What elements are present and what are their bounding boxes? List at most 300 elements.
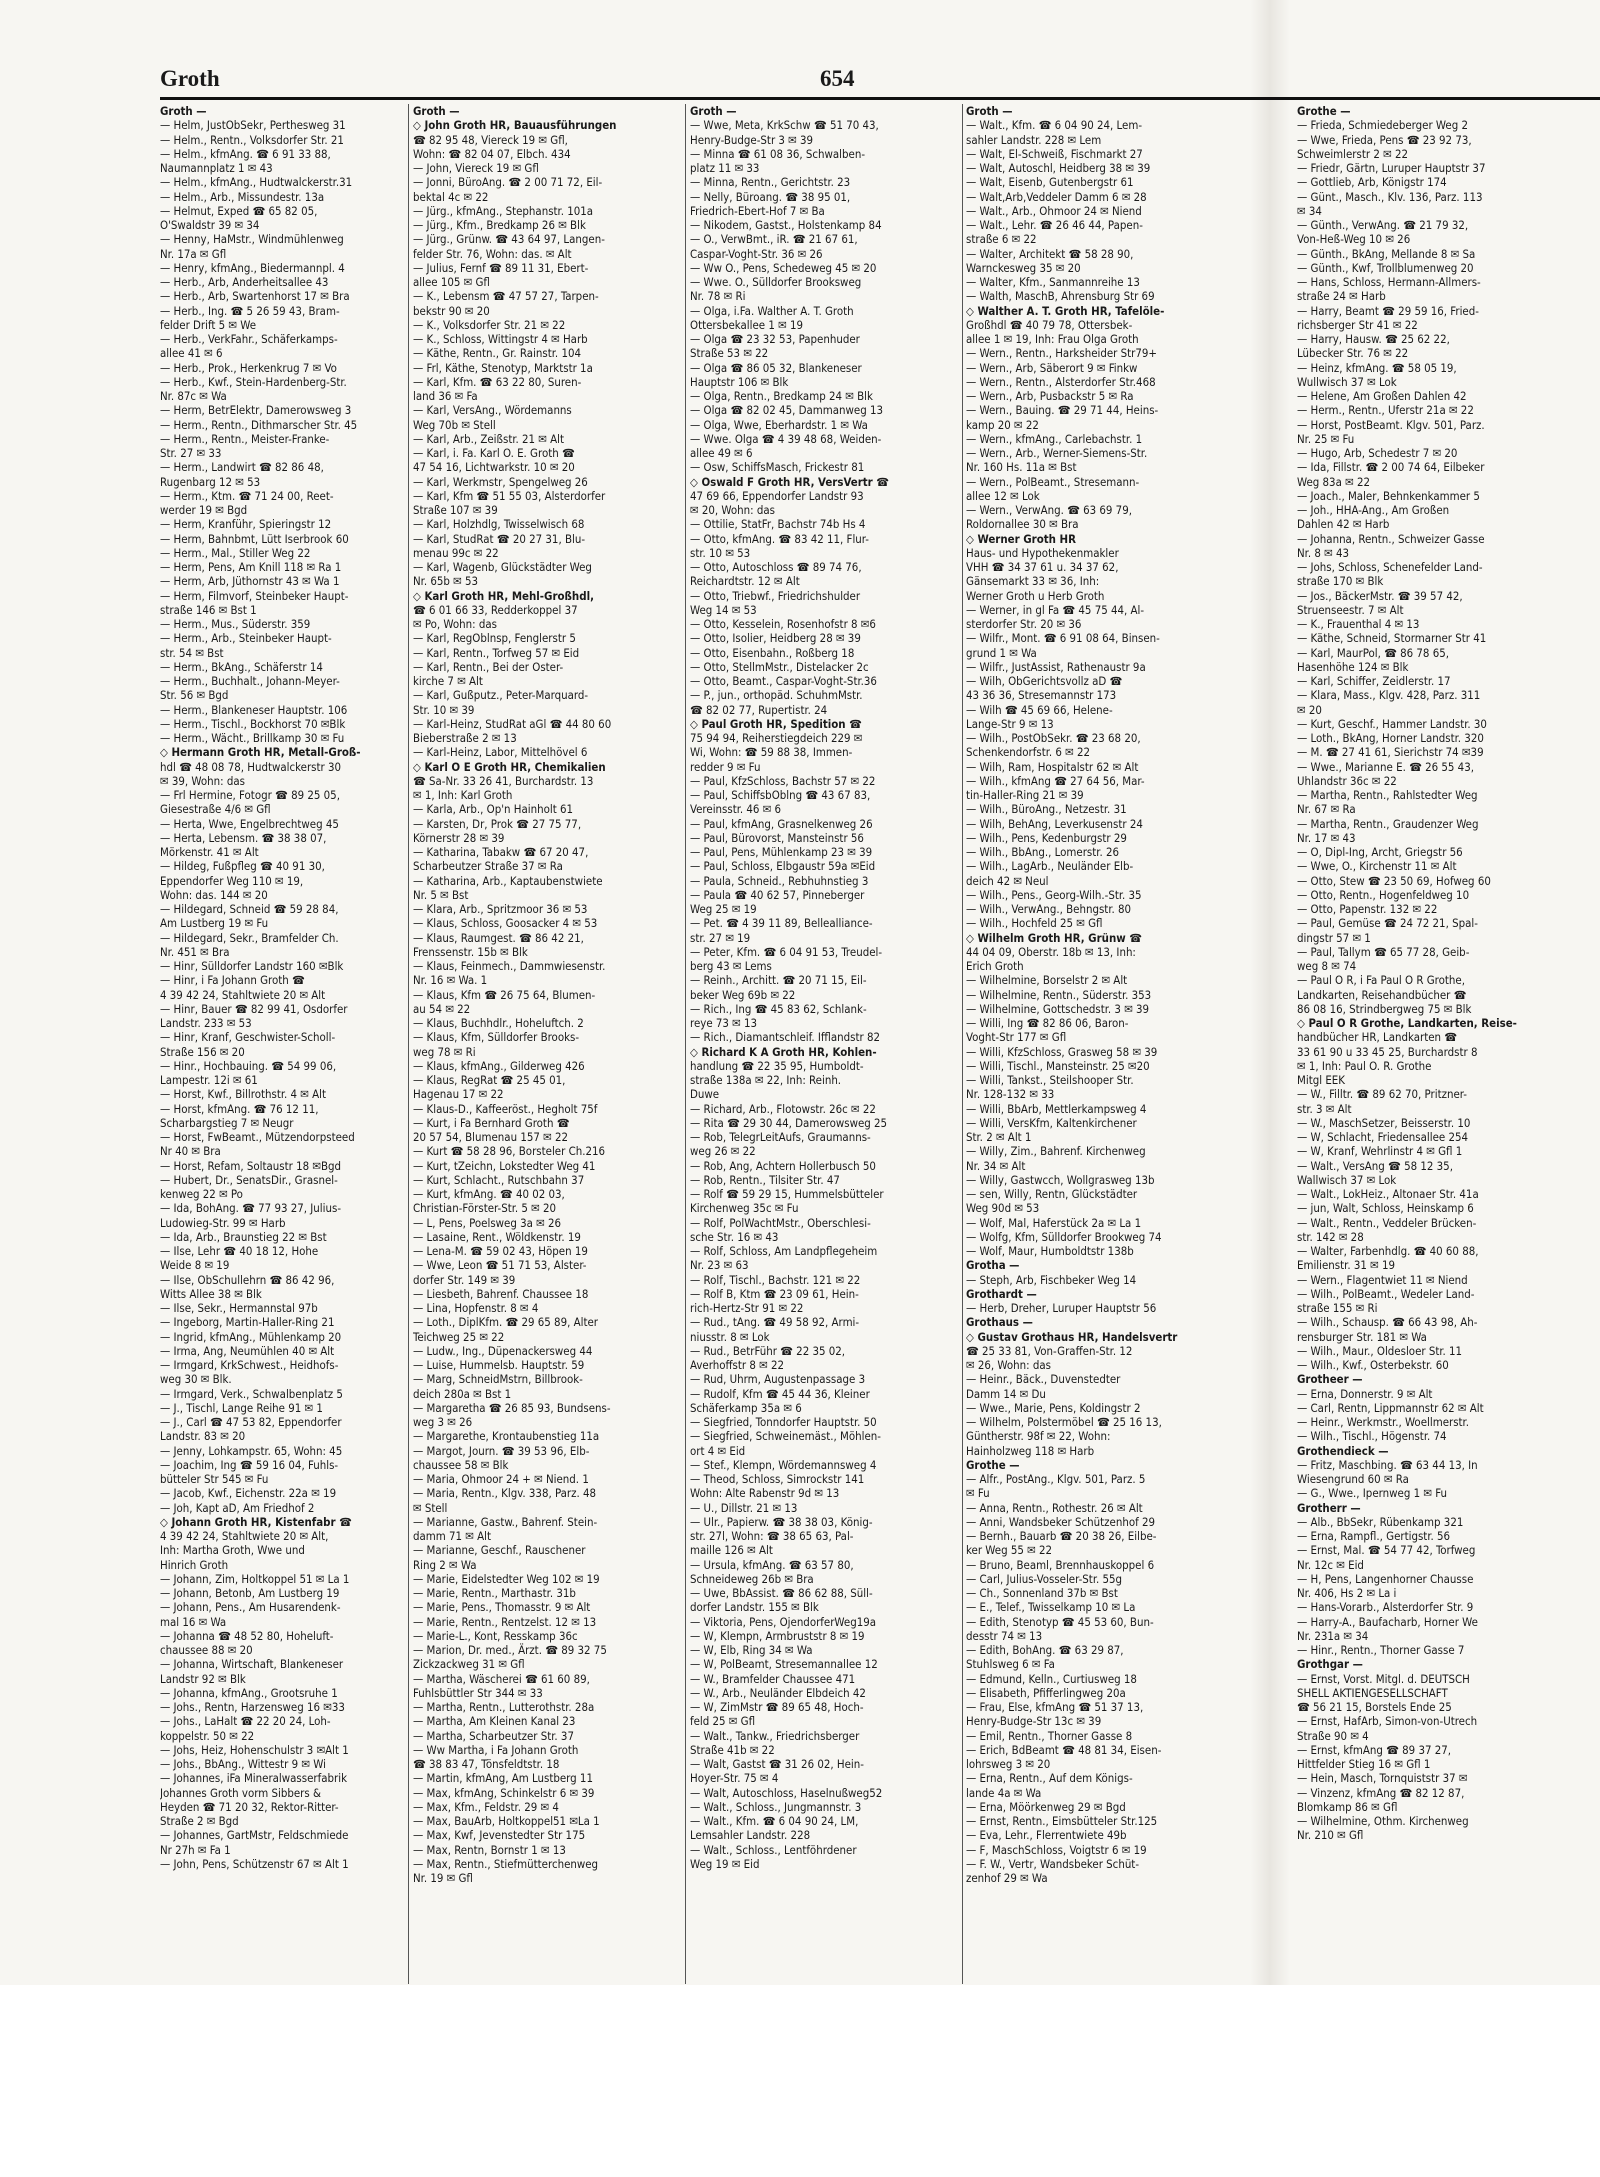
directory-entry-line: Nr. 12c ✉ Eid — [1297, 1557, 1364, 1572]
directory-entry-line: — Jürg., Grünw. ☎ 43 64 97, Langen- — [413, 232, 605, 247]
directory-entry-line: Giesestraße 4/6 ✉ Gfl — [160, 802, 271, 817]
directory-entry-line: — Wilfr., Mont. ☎ 6 91 08 64, Binsen- — [966, 631, 1160, 646]
directory-entry-line: — jun, Walt, Schloss, Heinskamp 6 — [1297, 1201, 1474, 1216]
directory-entry-line: Christian-Förster-Str. 5 ✉ 20 — [413, 1201, 557, 1216]
directory-entry-line: — Wwe, Meta, KrkSchw ☎ 51 70 43, — [690, 118, 879, 133]
directory-entry-line: Grotha — — [966, 1258, 1020, 1273]
directory-entry-line: weg 26 ✉ 22 — [690, 1144, 756, 1159]
directory-entry-line: Nr. 406, Hs 2 ✉ La i — [1297, 1586, 1397, 1600]
directory-entry-line: platz 11 ✉ 33 — [690, 161, 760, 175]
directory-entry-line: Hoyer-Str. 75 ✉ 4 — [690, 1771, 779, 1786]
directory-entry-line: — Max, Kfm., Feldstr. 29 ✉ 4 — [413, 1799, 559, 1814]
directory-entry-line: — Willi, Tankst., Steilshooper Str. — [966, 1073, 1134, 1087]
directory-entry-line: Groth — — [160, 104, 207, 118]
directory-entry-line: — Johannes, iFa Mineralwasserfabrik — [160, 1771, 348, 1786]
directory-entry-line: — Klaus, Kfm ☎ 26 75 64, Blumen- — [413, 987, 596, 1002]
directory-entry-line: Straße 156 ✉ 20 — [160, 1044, 245, 1059]
directory-entry-line: — Nelly, Büroang. ☎ 38 95 01, — [690, 189, 851, 204]
directory-entry-line: — Wwe, Leon ☎ 51 71 53, Alster- — [413, 1258, 587, 1273]
directory-entry-line: Wohn: ☎ 82 04 07, Elbch. 434 — [413, 146, 571, 161]
column-4 — [966, 104, 1234, 1984]
directory-entry-line: — Herm, Bahnbmt, Lütt Iserbrook 60 — [160, 531, 349, 546]
directory-entry-line: Nr. 231a ✉ 34 — [1297, 1628, 1369, 1643]
directory-entry-line: — Paul, Pens, Mühlenkamp 23 ✉ 39 — [690, 845, 873, 859]
directory-entry-line: chaussee 58 ✉ Blk — [413, 1457, 509, 1472]
directory-entry-line: — Ingeborg, Martin-Haller-Ring 21 — [160, 1315, 335, 1330]
directory-entry-line: — Jenny, Lohkampstr. 65, Wohn: 45 — [160, 1443, 343, 1458]
directory-entry-line: — Käthe, Rentn., Gr. Rainstr. 104 — [413, 346, 581, 361]
column-1 — [160, 104, 405, 1984]
directory-entry-line: — Hinr., Hochbauing. ☎ 54 99 06, — [160, 1058, 337, 1073]
directory-entry-line: — Karl, Kfm. ☎ 63 22 80, Suren- — [413, 374, 582, 389]
directory-entry-line: — Lena-M. ☎ 59 02 43, Höpen 19 — [413, 1244, 588, 1258]
directory-entry-line: Weg 14 ✉ 53 — [690, 602, 757, 617]
directory-entry-line: — Wern., kfmAng., Carlebachstr. 1 — [966, 431, 1143, 446]
directory-entry-line: allee 49 ✉ 6 — [690, 446, 753, 460]
directory-entry-line: Roldornallee 30 ✉ Bra — [966, 517, 1079, 532]
directory-entry-line: — Fritz, Maschbing. ☎ 63 44 13, In — [1297, 1457, 1478, 1472]
directory-entry-line: — Karl, RegOblnsp, Fenglerstr 5 — [413, 631, 576, 646]
directory-entry-line: 33 61 90 u 33 45 25, Burchardstr 8 — [1297, 1044, 1478, 1059]
directory-entry-line: Wallwisch 37 ✉ Lok — [1297, 1172, 1397, 1187]
directory-entry-line: — Anna, Rentn., Rothestr. 26 ✉ Alt — [966, 1500, 1143, 1515]
directory-entry-line: ☎ 56 21 15, Borstels Ende 25 — [1297, 1700, 1452, 1714]
directory-entry-line: Landstr. 83 ✉ 20 — [160, 1429, 246, 1444]
directory-entry-line: — Hans-Vorarb., Alsterdorfer Str. 9 — [1297, 1600, 1474, 1615]
directory-entry-line: Hagenau 17 ✉ 22 — [413, 1087, 504, 1102]
directory-entry-line: — Margarethe, Krontaubenstieg 11a — [413, 1429, 600, 1444]
directory-entry-line: — Helmut, Exped ☎ 65 82 05, — [160, 203, 318, 218]
directory-entry-line: — Margot, Journ. ☎ 39 53 96, Elb- — [413, 1443, 590, 1458]
directory-entry-line: — Minna, Rentn., Gerichtstr. 23 — [690, 175, 851, 190]
directory-entry-line: — Helene, Am Großen Dahlen 42 — [1297, 389, 1467, 403]
directory-entry-line: — Wilh., Tischl., Högenstr. 74 — [1297, 1429, 1447, 1444]
directory-entry-line: — Friedr, Gärtn, Luruper Hauptstr 37 — [1297, 161, 1486, 175]
directory-entry-line: — Marie, Rentn., Rentzelst. 12 ✉ 13 — [413, 1614, 597, 1629]
directory-entry-line: Wullwisch 37 ✉ Lok — [1297, 374, 1397, 389]
directory-entry-line: — Viktoria, Pens, OjendorferWeg19a — [690, 1614, 877, 1629]
directory-entry-line: — Günth., BkAng, Mellande 8 ✉ Sa — [1297, 246, 1476, 261]
directory-entry-line: Zickzackweg 31 ✉ Gfl — [413, 1657, 525, 1672]
directory-entry-line: — Wern., Arb, Säberort 9 ✉ Finkw — [966, 360, 1138, 375]
directory-entry-line: — Erna, Rentn., Auf dem Königs- — [966, 1771, 1133, 1786]
directory-entry-line: Hainholzweg 118 ✉ Harb — [966, 1443, 1095, 1458]
directory-entry-line: Nr. 17 ✉ 43 — [1297, 830, 1356, 845]
directory-entry-line: — Marie, Rentn., Marthastr. 31b — [413, 1586, 576, 1600]
directory-entry-line: — Walter, Kfm., Sanmannreihe 13 — [966, 275, 1140, 289]
header-rule — [160, 97, 1600, 100]
directory-entry-line: — Joh., HHA-Ang., Am Großen — [1297, 503, 1450, 517]
directory-entry-line: — Walt., Lehr. ☎ 26 46 44, Papen- — [966, 218, 1143, 232]
directory-entry-line: — Hein, Masch, Tornquiststr 37 ✉ — [1297, 1771, 1468, 1786]
directory-entry-line: — Wilhelmine, Othm. Kirchenweg — [1297, 1814, 1469, 1828]
directory-entry-line: — Otto, Kesselein, Rosenhofstr 8 ✉6 — [690, 617, 876, 631]
directory-entry-line: — Kurt ☎ 58 28 96, Borsteler Ch.216 — [413, 1144, 606, 1159]
directory-entry-line: — Erna, Möörkenweg 29 ✉ Bgd — [966, 1799, 1126, 1814]
directory-entry-line: — Heinz, kfmAng. ☎ 58 05 19, — [1297, 360, 1457, 375]
directory-entry-line: ort 4 ✉ Eid — [690, 1443, 746, 1458]
directory-entry-line: — F. W., Vertr, Wandsbeker Schüt- — [966, 1856, 1140, 1871]
directory-entry-line: Wohn: das. 144 ✉ 20 — [160, 887, 268, 902]
directory-entry-line: Grothe — — [966, 1457, 1020, 1472]
directory-entry-line: — Ottilie, StatFr, Bachstr 74b Hs 4 — [690, 517, 866, 532]
directory-entry-line: ◇ John Groth HR, Bauausführungen — [413, 118, 617, 133]
directory-entry-line: — Frieda, Schmiedeberger Weg 2 — [1297, 118, 1468, 133]
directory-entry-line: — Siegfried, Tonndorfer Hauptstr. 50 — [690, 1415, 877, 1429]
directory-entry-line: — Otto, kfmAng. ☎ 83 42 11, Flur- — [690, 531, 869, 546]
directory-entry-line: — Karl, Werkmstr, Spengelweg 26 — [413, 474, 588, 489]
directory-entry-line: Dahlen 42 ✉ Harb — [1297, 517, 1390, 532]
directory-entry-line: — Wolfg, Kfm, Sülldorfer Brookweg 74 — [966, 1229, 1162, 1244]
directory-entry-line: ◇ Paul O R Grothe, Landkarten, Reise- — [1297, 1016, 1517, 1030]
directory-entry-line: Ring 2 ✉ Wa — [413, 1557, 477, 1572]
directory-entry-line: — Herm, Pens, Am Knill 118 ✉ Ra 1 — [160, 560, 342, 574]
directory-entry-line: — Herb., Arb, Swartenhorst 17 ✉ Bra — [160, 289, 350, 304]
directory-entry-line: handlung ☎ 22 35 95, Humboldt- — [690, 1058, 864, 1073]
directory-entry-line: — Karl, Rentn., Torfweg 57 ✉ Eid — [413, 645, 580, 660]
directory-entry-line: Landstr. 233 ✉ 53 — [160, 1016, 252, 1030]
directory-entry-line: ☎ Sa-Nr. 33 26 41, Burchardstr. 13 — [413, 773, 594, 788]
directory-entry-line: — sen, Willy, Rentn, Glückstädter — [966, 1187, 1138, 1201]
directory-entry-line: — Johannes, GartMstr, Feldschmiede — [160, 1828, 349, 1843]
directory-entry-line: — Rolf, Tischl., Bachstr. 121 ✉ 22 — [690, 1272, 861, 1287]
directory-entry-line: — Klaus, Feinmech., Dammwiesenstr. — [413, 959, 606, 973]
directory-entry-line: — G., Wwe., Ipernweg 1 ✉ Fu — [1297, 1486, 1447, 1501]
directory-entry-line: — Siegfried, Schweinemäst., Möhlen- — [690, 1429, 881, 1444]
directory-entry-line: — Herm., Ktm. ☎ 71 24 00, Reet- — [160, 488, 334, 503]
directory-entry-line: Nr. 23 ✉ 63 — [690, 1258, 749, 1273]
directory-entry-line: ✉ 26, Wohn: das — [966, 1358, 1051, 1372]
directory-entry-line: Hinrich Groth — [160, 1557, 229, 1572]
directory-entry-line: — Martha, Rentn., Graudenzer Weg — [1297, 816, 1479, 831]
directory-entry-line: — Walt., Arb., Ohmoor 24 ✉ Niend — [966, 203, 1142, 218]
directory-entry-line: Mitgl EEK — [1297, 1073, 1345, 1087]
directory-entry-line: Teichweg 25 ✉ 22 — [413, 1329, 505, 1344]
directory-entry-line: — Walt, Autoschloss, Haselnußweg52 — [690, 1785, 883, 1800]
directory-entry-line: Duwe — [690, 1087, 720, 1102]
directory-entry-line: — Herm., BkAng., Schäferstr 14 — [160, 659, 323, 674]
directory-entry-line: Nr. 25 ✉ Fu — [1297, 431, 1355, 446]
directory-entry-line: — Marie, Pens., Thomasstr. 9 ✉ Alt — [413, 1600, 591, 1615]
directory-entry-line: — Wern., Arb, Pusbackstr 5 ✉ Ra — [966, 389, 1134, 403]
directory-entry-line: — Herta, Lebensm. ☎ 38 38 07, — [160, 830, 327, 845]
directory-entry-line: — Walt., Rentn., Veddeler Brücken- — [1297, 1215, 1477, 1230]
directory-entry-line: — Walt, Autoschl, Heidberg 38 ✉ 39 — [966, 161, 1151, 175]
directory-entry-line: — Henny, HaMstr., Windmühlenweg — [160, 232, 344, 247]
directory-entry-line: dorfer Landstr. 155 ✉ Blk — [690, 1600, 819, 1615]
directory-entry-line: — Klaus, Schloss, Goosacker 4 ✉ 53 — [413, 916, 598, 931]
directory-entry-line: niusstr. 8 ✉ Lok — [690, 1329, 770, 1344]
directory-entry-line: chaussee 88 ✉ 20 — [160, 1643, 253, 1657]
directory-entry-line: — Peter, Kfm. ☎ 6 04 91 53, Treudel- — [690, 944, 883, 959]
directory-entry-line: Inh: Martha Groth, Wwe und — [160, 1543, 305, 1558]
directory-entry-line: — Martha, Rentn., Rahlstedter Weg — [1297, 788, 1478, 802]
directory-entry-line: — Paul O R, i Fa Paul O R Grothe, — [1297, 973, 1465, 988]
directory-entry-line: Lampestr. 12i ✉ 61 — [160, 1073, 258, 1087]
directory-entry-line: — Klaus, RegRat ☎ 25 45 01, — [413, 1073, 566, 1087]
directory-entry-line: — Ursula, kfmAng. ☎ 63 57 80, — [690, 1557, 854, 1572]
directory-entry-line: Nr. 87c ✉ Wa — [160, 389, 227, 403]
directory-entry-line: ◇ Walther A. T. Groth HR, Tafelöle- — [966, 303, 1165, 318]
directory-entry-line: — M. ☎ 27 41 61, Sierichstr 74 ✉39 — [1297, 745, 1484, 760]
directory-entry-line: Johannes Groth vorm Sibbers & — [160, 1785, 321, 1800]
directory-entry-line: ☎ 25 33 81, Von-Graffen-Str. 12 — [966, 1343, 1133, 1358]
directory-entry-line: — Hans, Schloss, Hermann-Allmers- — [1297, 275, 1481, 289]
directory-entry-line: — Margaretha ☎ 26 85 93, Bundsens- — [413, 1400, 611, 1415]
directory-entry-line: — Willi, Tischl., Mansteinstr. 25 ✉20 — [966, 1058, 1150, 1073]
directory-entry-line: felder Drift 5 ✉ We — [160, 317, 257, 332]
directory-entry-line: — Herm., Rentn., Meister-Franke- — [160, 431, 330, 446]
directory-entry-line: — Max, Rentn., Stiefmütterchenweg — [413, 1856, 599, 1871]
directory-entry-line: — Wern., VerwAng. ☎ 63 69 79, — [966, 503, 1132, 517]
directory-entry-line: — Herb., Prok., Herkenkrug 7 ✉ Vo — [160, 360, 337, 375]
directory-entry-line: Str. 10 ✉ 39 — [413, 702, 475, 717]
directory-entry-line: — P., jun., orthopäd. SchuhmMstr. — [690, 688, 863, 703]
directory-entry-line: Weg 70b ✉ Stell — [413, 417, 496, 432]
directory-entry-line: — Otto, Isolier, Heidberg 28 ✉ 39 — [690, 631, 861, 646]
directory-entry-line: Str. 56 ✉ Bgd — [160, 688, 229, 703]
directory-entry-line: — Frl, Käthe, Stenotyp, Marktstr 1a — [413, 360, 593, 375]
directory-entry-line: Landkarten, Reisehandbücher ☎ — [1297, 987, 1467, 1002]
directory-entry-line: — Martha, Wäscherei ☎ 61 60 89, — [413, 1671, 590, 1686]
directory-entry-line: — Herm, Filmvorf, Steinbeker Haupt- — [160, 588, 349, 603]
directory-entry-line: — W, Elb, Ring 34 ✉ Wa — [690, 1643, 813, 1657]
directory-entry-line: — Liesbeth, Bahrenf. Chaussee 18 — [413, 1286, 589, 1301]
directory-entry-line: — Ernst, kfmAng ☎ 89 37 27, — [1297, 1742, 1452, 1757]
directory-entry-line: — Klaus, Kfm, Sülldorfer Brooks- — [413, 1030, 580, 1045]
directory-entry-line: — Wilh., Hochfeld 25 ✉ Gfl — [966, 916, 1103, 931]
directory-entry-line: — Alfr., PostAng., Klgv. 501, Parz. 5 — [966, 1472, 1146, 1486]
directory-entry-line: allee 105 ✉ Gfl — [413, 275, 490, 289]
directory-entry-line: — Marie, Eidelstedter Weg 102 ✉ 19 — [413, 1571, 600, 1586]
directory-entry-line: — Walt., LokHeiz., Altonaer Str. 41a — [1297, 1187, 1479, 1201]
directory-entry-line: — Johs, Heiz, Hohenschulstr 3 ✉Alt 1 — [160, 1742, 349, 1757]
directory-entry-line: Frenssenstr. 15b ✉ Blk — [413, 944, 528, 959]
directory-entry-line: — Loth., BkAng, Horner Landstr. 320 — [1297, 731, 1484, 745]
directory-entry-line: — Richard, Arb., Flotowstr. 26c ✉ 22 — [690, 1101, 876, 1116]
directory-entry-line: 4 39 42 24, Stahltwiete 20 ✉ Alt, — [160, 1529, 329, 1543]
directory-entry-line: 20 57 54, Blumenau 157 ✉ 22 — [413, 1130, 569, 1144]
directory-entry-line: — Ww Martha, i Fa Johann Groth — [413, 1742, 579, 1757]
directory-entry-line: — Johann, Zim, Holtkoppel 51 ✉ La 1 — [160, 1571, 350, 1586]
directory-entry-line: — Olga, Wwe, Eberhardstr. 1 ✉ Wa — [690, 417, 868, 432]
directory-entry-line: Grotherr — — [1297, 1500, 1361, 1515]
directory-entry-line: Averhoffstr 8 ✉ 22 — [690, 1358, 785, 1372]
directory-entry-line: — Irma, Ang, Neumühlen 40 ✉ Alt — [160, 1343, 335, 1358]
directory-entry-line: — Irmgard, Verk., Schwalbenplatz 5 — [160, 1386, 343, 1401]
directory-entry-line: — Klaus, kfmAng., Gilderweg 426 — [413, 1058, 585, 1073]
directory-entry-line: Nr. 17a ✉ Gfl — [160, 246, 227, 261]
directory-entry-line: — Julius, Fernf ☎ 89 11 31, Ebert- — [413, 260, 589, 275]
directory-entry-line: ✉ 20, Wohn: das — [690, 503, 775, 517]
directory-entry-line: ◇ Wilhelm Groth HR, Grünw ☎ — [966, 930, 1143, 945]
directory-entry-line: — F, MaschSchloss, Voigtstr 6 ✉ 19 — [966, 1842, 1147, 1857]
directory-entry-line: — W, Klempn, Armbruststr 8 ✉ 19 — [690, 1628, 865, 1643]
directory-entry-line: str. 27 ✉ 19 — [690, 930, 751, 945]
directory-entry-line: — H, Pens, Langenhorner Chausse — [1297, 1571, 1474, 1586]
directory-entry-line: — Willi, BbArb, Mettlerkampsweg 4 — [966, 1101, 1147, 1116]
directory-entry-line: — Olga, i.Fa. Walther A. T. Groth — [690, 303, 854, 318]
directory-entry-line: Von-Heß-Weg 10 ✉ 26 — [1297, 232, 1411, 247]
directory-entry-line: ✉ 39, Wohn: das — [160, 773, 245, 788]
directory-entry-line: — Herm, BetrElektr, Damerowsweg 3 — [160, 403, 352, 418]
directory-entry-line: — Herm., Arb., Steinbeker Haupt- — [160, 631, 332, 646]
directory-entry-line: — Karl, Schiffer, Zeidlerstr. 17 — [1297, 674, 1451, 688]
directory-entry-line: — Otto, Beamt., Caspar-Voght-Str.36 — [690, 674, 877, 688]
directory-entry-line: — Martin, kfmAng, Am Lustberg 11 — [413, 1771, 593, 1786]
directory-entry-line: Blomkamp 86 ✉ Gfl — [1297, 1799, 1398, 1814]
directory-entry-line: damm 71 ✉ Alt — [413, 1529, 492, 1543]
directory-entry-line: ✉ 20 — [1297, 702, 1322, 717]
directory-entry-line: — Karl-Heinz, Labor, Mittelhövel 6 — [413, 745, 588, 760]
directory-entry-line: Eppendorfer Weg 110 ✉ 19, — [160, 873, 304, 888]
directory-entry-line: — Hugo, Arb, Schedestr 7 ✉ 20 — [1297, 446, 1458, 460]
directory-entry-line: Grothendieck — — [1297, 1443, 1389, 1458]
directory-entry-line: — Max, BauArb, Holtkoppel51 ✉La 1 — [413, 1814, 600, 1828]
page-gutter — [1250, 0, 1290, 1985]
directory-entry-line: — Ida, Fillstr. ☎ 2 00 74 64, Eilbeker — [1297, 460, 1485, 475]
directory-entry-line: — John, Viereck 19 ✉ Gfl — [413, 161, 539, 175]
directory-entry-line: hdl ☎ 48 08 78, Hudtwalckerstr 30 — [160, 759, 342, 774]
directory-entry-line: — K., Volksdorfer Str. 21 ✉ 22 — [413, 317, 566, 332]
directory-entry-line: — Joh, Kapt aD, Am Friedhof 2 — [160, 1500, 315, 1515]
directory-entry-line: — Willy, Gastwcch, Wollgrasweg 13b — [966, 1172, 1155, 1187]
directory-entry-line: — Hinr, Kranf, Geschwister-Scholl- — [160, 1030, 336, 1045]
directory-entry-line: 47 54 16, Lichtwarkstr. 10 ✉ 20 — [413, 460, 575, 475]
directory-entry-line: 47 69 66, Eppendorfer Landstr 93 — [690, 488, 864, 503]
directory-entry-line: Güntherstr. 98f ✉ 22, Wohn: — [966, 1429, 1111, 1444]
directory-entry-line: — Kurt, Schlacht., Rutschbahn 37 — [413, 1172, 585, 1187]
directory-entry-line: — Karl, StudRat ☎ 20 27 31, Blu- — [413, 531, 586, 546]
directory-entry-line: — Karl, Rentn., Bei der Oster- — [413, 659, 564, 674]
directory-entry-line: Nr. 451 ✉ Bra — [160, 944, 230, 959]
directory-entry-line: Schneideweg 26b ✉ Bra — [690, 1571, 814, 1586]
directory-entry-line: Nr. 8 ✉ 43 — [1297, 545, 1349, 560]
directory-entry-line: — Johann, Pens., Am Husarendenk- — [160, 1600, 341, 1615]
directory-entry-line: — Walt., Kfm. ☎ 6 04 90 24, Lem- — [966, 118, 1143, 133]
directory-entry-line: Bieberstraße 2 ✉ 13 — [413, 731, 517, 745]
directory-entry-line: — W., Bramfelder Chaussee 471 — [690, 1671, 856, 1686]
directory-entry-line: au 54 ✉ 22 — [413, 1001, 471, 1016]
directory-entry-line: Weg 19 ✉ Eid — [690, 1856, 760, 1871]
directory-entry-line: — Walt., Schloss., Jungmannstr. 3 — [690, 1799, 862, 1814]
directory-entry-line: Caspar-Voght-Str. 36 ✉ 26 — [690, 246, 823, 261]
directory-entry-line: — Max, Rentn, Bornstr 1 ✉ 13 — [413, 1842, 566, 1857]
directory-entry-line: Heyden ☎ 71 20 32, Rektor-Ritter- — [160, 1799, 339, 1814]
directory-entry-line: — Klaus, Buchhdlr., Hoheluftch. 2 — [413, 1016, 584, 1030]
directory-entry-line: — Kurt, tZeichn, Lokstedter Weg 41 — [413, 1158, 596, 1173]
column-divider — [408, 104, 409, 1984]
directory-entry-line: Gänsemarkt 33 ✉ 36, Inh: — [966, 574, 1100, 589]
directory-entry-line: straße 6 ✉ 22 — [966, 232, 1037, 247]
directory-entry-line: — E., Telef., Twisselkamp 10 ✉ La — [966, 1600, 1136, 1615]
directory-entry-line: — Frl Hermine, Fotogr ☎ 89 25 05, — [160, 788, 340, 802]
directory-entry-line: Struenseestr. 7 ✉ Alt — [1297, 602, 1404, 617]
directory-entry-line: Friedrich-Ebert-Hof 7 ✉ Ba — [690, 203, 825, 218]
directory-entry-line: Groth — — [690, 104, 737, 118]
directory-entry-line: — Jos., BäckerMstr. ☎ 39 57 42, — [1297, 588, 1463, 603]
directory-entry-line: — Pet. ☎ 4 39 11 89, Bellealliance- — [690, 916, 873, 931]
directory-entry-line: — Wilh., Pens., Georg-Wilh.-Str. 35 — [966, 887, 1142, 902]
directory-entry-line: sahler Landstr. 228 ✉ Lem — [966, 132, 1102, 147]
directory-entry-line: — Wern., Flagentwiet 11 ✉ Niend — [1297, 1272, 1468, 1287]
directory-entry-line: lande 4a ✉ Wa — [966, 1785, 1042, 1800]
directory-entry-line: — Herm., Rentn., Uferstr 21a ✉ 22 — [1297, 403, 1474, 418]
directory-entry-line: — Uwe, BbAssist. ☎ 86 62 88, Süll- — [690, 1586, 873, 1600]
directory-entry-line: — Martha, Scharbeutzer Str. 37 — [413, 1728, 574, 1743]
directory-entry-line: — W, Kranf, Wehrlinstr 4 ✉ Gfl 1 — [1297, 1144, 1463, 1159]
directory-entry-line: — Olga ☎ 23 32 53, Papenhuder — [690, 332, 860, 346]
directory-entry-line: allee 41 ✉ 6 — [160, 346, 223, 361]
directory-entry-line: — Ernst, Mal. ☎ 54 77 42, Torfweg — [1297, 1543, 1476, 1558]
directory-entry-line: berg 43 ✉ Lems — [690, 959, 772, 973]
directory-entry-line: — Wolf, Maur, Humboldtstr 138b — [966, 1244, 1134, 1258]
directory-entry-line: str. 142 ✉ 28 — [1297, 1229, 1364, 1244]
directory-entry-line: ◇ Karl Groth HR, Mehl-Großhdl, — [413, 588, 594, 603]
directory-entry-line: — Edith, BohAng. ☎ 63 29 87, — [966, 1643, 1124, 1657]
directory-entry-line: Schäferkamp 35a ✉ 6 — [690, 1400, 802, 1415]
directory-entry-line: — Erich, BdBeamt ☎ 48 81 34, Eisen- — [966, 1742, 1162, 1757]
directory-entry-line: — Karl, Kfm ☎ 51 55 03, Alsterdorfer — [413, 488, 606, 503]
directory-entry-line: — Harry, Hausw. ☎ 25 62 22, — [1297, 332, 1450, 346]
directory-entry-line: — Bruno, Beaml, Brennhauskoppel 6 — [966, 1557, 1155, 1572]
directory-entry-line: — Klara, Arb., Spritzmoor 36 ✉ 53 — [413, 902, 588, 916]
directory-entry-line: — Johanna, Rentn., Schweizer Gasse — [1297, 531, 1485, 546]
directory-entry-line: — Hildeg, Fußpfleg ☎ 40 91 30, — [160, 859, 325, 874]
directory-entry-line: — Otto, Triebwf., Friedrichshulder — [690, 588, 861, 603]
directory-entry-line: rich-Hertz-Str 91 ✉ 22 — [690, 1301, 804, 1315]
directory-entry-line: ☎ 82 02 77, Rupertistr. 24 — [690, 702, 828, 717]
directory-entry-line: 44 04 09, Oberstr. 18b ✉ 13, Inh: — [966, 944, 1136, 959]
directory-entry-line: Groth — — [413, 104, 460, 118]
directory-entry-line: — Hinr, Bauer ☎ 82 99 41, Osdorfer — [160, 1001, 348, 1016]
directory-entry-line: — Wwe. O., Sülldorfer Brooksweg — [690, 275, 862, 289]
directory-entry-line: — Ulr., Papierw. ☎ 38 38 03, König- — [690, 1514, 873, 1529]
directory-entry-line: — Karl, Gußputz., Peter-Marquard- — [413, 688, 589, 703]
directory-entry-line: — Karl, Holzhdlg, Twisselwisch 68 — [413, 517, 585, 532]
directory-entry-line: — Rolf ☎ 59 29 15, Hummelsbütteler — [690, 1187, 884, 1201]
column-divider — [962, 104, 963, 1984]
directory-entry-line: — Herm., Mal., Stiller Weg 22 — [160, 545, 311, 560]
directory-entry-line: ☎ 6 01 66 33, Redderkoppel 37 — [413, 602, 578, 617]
directory-entry-line: Mörkenstr. 41 ✉ Alt — [160, 845, 259, 859]
directory-entry-line: — Rob, Ang, Achtern Hollerbusch 50 — [690, 1158, 876, 1173]
directory-entry-line: — Herb., VerkFahr., Schäferkamps- — [160, 332, 338, 346]
directory-entry-line: — Walt., Kfm. ☎ 6 04 90 24, LM, — [690, 1814, 859, 1828]
directory-entry-line: — Paul, Bürovorst, Mansteinstr 56 — [690, 830, 864, 845]
directory-entry-line: — Walt, Gastst ☎ 31 26 02, Hein- — [690, 1757, 864, 1771]
directory-entry-line: — Marianne, Geschf., Rauschener — [413, 1543, 586, 1558]
directory-entry-line: deich 42 ✉ Neul — [966, 873, 1049, 888]
directory-entry-line: — Rich., Diamantschleif. Ifflandstr 82 — [690, 1030, 880, 1045]
directory-entry-line: — Karl, Arb., Zeißstr. 21 ✉ Alt — [413, 431, 565, 446]
directory-entry-line: — Carl, Rentn, Lippmannstr 62 ✉ Alt — [1297, 1400, 1484, 1415]
directory-entry-line: — U., Dillstr. 21 ✉ 13 — [690, 1500, 798, 1515]
directory-entry-line: Grothe — — [1297, 104, 1351, 118]
directory-entry-line: — Marianne, Gastw., Bahrenf. Stein- — [413, 1514, 598, 1529]
directory-entry-line: str. 27l, Wohn: ☎ 38 65 63, Pal- — [690, 1529, 854, 1543]
directory-entry-line: Kirchenweg 35c ✉ Fu — [690, 1201, 799, 1216]
directory-entry-line: — Ernst, Vorst. Mitgl. d. DEUTSCH — [1297, 1671, 1470, 1686]
directory-entry-line: — Paul, Gemüse ☎ 24 72 21, Spal- — [1297, 916, 1478, 931]
directory-entry-line: — Wilh., LagArb., Neuländer Elb- — [966, 859, 1134, 874]
directory-entry-line: Rugenbarg 12 ✉ 53 — [160, 474, 261, 489]
directory-entry-line: — Wilh, BehAng, Leverkusenstr 24 — [966, 816, 1143, 831]
directory-entry-line: straße 24 ✉ Harb — [1297, 289, 1386, 304]
directory-entry-line: — O, Dipl-Ing, Archt, Griegstr 56 — [1297, 845, 1463, 859]
directory-entry-line: — Otto, Papenstr. 132 ✉ 22 — [1297, 902, 1438, 916]
directory-entry-line: Grotheer — — [1297, 1372, 1363, 1387]
